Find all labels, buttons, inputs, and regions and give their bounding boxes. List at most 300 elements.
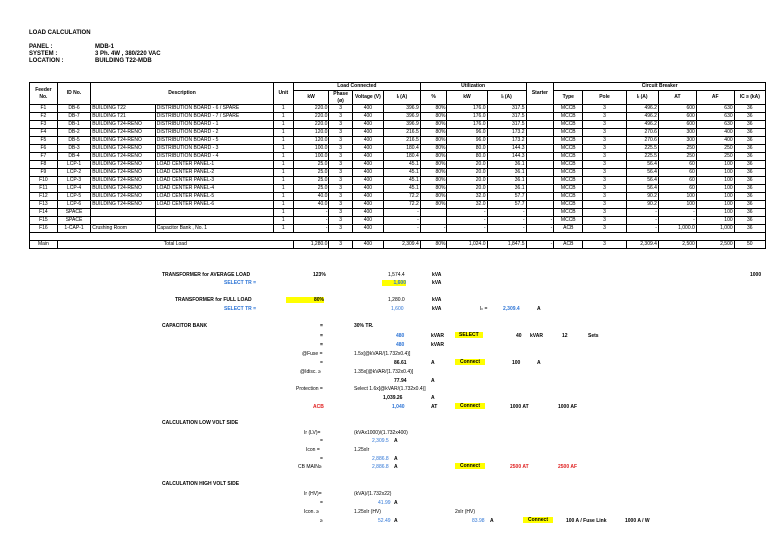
cell-kw: 120.0 <box>293 137 329 145</box>
cell-type: MCCB <box>554 113 583 121</box>
cb-main-label: CB MAIN≥ <box>298 464 322 470</box>
cell-building: BUILDING T24-RENO <box>91 153 156 161</box>
cap-eq1: = <box>320 323 323 329</box>
cell-at: 300 <box>658 129 696 137</box>
cell-phase: 3 <box>329 121 352 129</box>
icon-formula: 1.25xIr <box>354 447 370 453</box>
cb-main-value: 2,886.8 <box>372 464 389 470</box>
cell-pole: 3 <box>583 177 626 185</box>
cell-ic: 36 <box>734 129 765 137</box>
cell-phase: 3 <box>329 137 352 145</box>
cell-kw: 100.0 <box>293 153 329 161</box>
cell-voltage: 400 <box>352 201 383 209</box>
cell-voltage: 400 <box>352 217 383 225</box>
cap-sets: Sets <box>588 333 599 339</box>
prot-label: Protection = <box>296 386 323 392</box>
cell-af: 100 <box>696 201 734 209</box>
cell-unit: 1 <box>273 225 293 233</box>
total-af: 2,500 <box>696 241 734 249</box>
cell-building: BUILDING T24-RENO <box>91 193 156 201</box>
cell-cb-il: 225.5 <box>626 145 658 153</box>
cell-ic: 36 <box>734 105 765 113</box>
total-kw: 1,280.0 <box>293 241 329 249</box>
ifl-label: Iₗₗ = <box>480 306 488 312</box>
cell-il: 396.9 <box>383 113 420 121</box>
cell-u-il: - <box>487 209 526 217</box>
cell-cb-il: 56.4 <box>626 161 658 169</box>
cell-id: 1-CAP-1 <box>57 225 90 233</box>
system-value: 3 Ph. 4W , 380/220 VAC <box>95 51 161 57</box>
select-tr-2-unit: kVA <box>432 306 442 312</box>
cell-phase: 3 <box>329 193 352 201</box>
cell-il: 216.5 <box>383 137 420 145</box>
table-row <box>30 153 766 161</box>
cell-unit: 1 <box>273 185 293 193</box>
table-row <box>30 121 766 129</box>
select-tr-1-value: 1,600 <box>382 280 406 286</box>
cell-phase: 3 <box>329 217 352 225</box>
location-label: LOCATION : <box>29 58 64 64</box>
cell-phase: 3 <box>329 177 352 185</box>
icon-hv-value: 52.49 <box>378 518 391 524</box>
cell-pole: 3 <box>583 193 626 201</box>
cell-feeder: F6 <box>30 145 58 153</box>
cell-starter <box>526 153 554 161</box>
cell-cb-il: 56.4 <box>626 177 658 185</box>
cell-building: BUILDING T24-RENO <box>91 177 156 185</box>
icon-hv-formula: 1.25xIr (HV) <box>354 509 381 515</box>
cell-pct: 80% <box>420 185 447 193</box>
cell-u-kw: 32.0 <box>447 201 487 209</box>
cell-at: 600 <box>658 113 696 121</box>
cap-u2: kVAR <box>431 342 444 348</box>
cell-il: - <box>383 209 420 217</box>
cell-building: BUILDING T24-RENO <box>91 145 156 153</box>
cell-ic: 36 <box>734 225 765 233</box>
cell-af: 100 <box>696 193 734 201</box>
acb-connect-button: Connect <box>455 403 485 409</box>
cell-u-kw: 32.0 <box>447 193 487 201</box>
table-body <box>30 105 766 233</box>
cell-voltage: 400 <box>352 137 383 145</box>
header-pct: % <box>420 91 447 105</box>
table-row <box>30 209 766 217</box>
cell-description: LOAD CENTER PANEL-5 <box>155 193 273 201</box>
cell-unit: 1 <box>273 121 293 129</box>
cell-af: 630 <box>696 113 734 121</box>
cell-voltage: 400 <box>352 209 383 217</box>
acb-at: AT <box>431 404 438 410</box>
cell-u-il: 317.5 <box>487 121 526 129</box>
idisc-unit: A <box>431 378 435 384</box>
acb-value: 1,040 <box>392 404 405 410</box>
cell-description: DISTRIBUTION BOARD - 5 <box>155 137 273 145</box>
cell-at: 60 <box>658 169 696 177</box>
prot-value: 1,039.26 <box>383 395 403 401</box>
cell-kw: 100.0 <box>293 145 329 153</box>
cell-id: SPACE <box>57 217 90 225</box>
cell-id: DB-5 <box>57 137 90 145</box>
cell-af: 250 <box>696 145 734 153</box>
cell-unit: 1 <box>273 105 293 113</box>
cap-12: 12 <box>562 333 568 339</box>
cell-at: - <box>658 209 696 217</box>
cb-at: 2500 AT <box>510 464 529 470</box>
table-row <box>30 137 766 145</box>
cell-cb-il: 225.5 <box>626 153 658 161</box>
cell-voltage: 400 <box>352 145 383 153</box>
ir-lv-eq: = <box>320 438 323 444</box>
cell-u-kw: 96.0 <box>447 137 487 145</box>
cap-u1: kVAR <box>431 333 444 339</box>
fuse-eq: = <box>320 360 323 366</box>
cell-cb-il: 90.2 <box>626 201 658 209</box>
tr-full-val: 1,280.0 <box>388 297 405 303</box>
cell-starter: - <box>526 217 554 225</box>
icon-hv-formula-2: 2xIr (HV) <box>455 509 475 515</box>
cell-kw: 220.0 <box>293 121 329 129</box>
total-il: 2,309.4 <box>383 241 420 249</box>
location-value: BUILDING T22-MDB <box>95 58 152 64</box>
cell-starter <box>526 145 554 153</box>
cell-type: MCCB <box>554 193 583 201</box>
cell-id: LCP-5 <box>57 193 90 201</box>
cell-id: DB-3 <box>57 145 90 153</box>
cell-voltage: 400 <box>352 225 383 233</box>
cell-pct: 80% <box>420 153 447 161</box>
cell-pole: 3 <box>583 129 626 137</box>
cell-u-il: 317.5 <box>487 105 526 113</box>
cell-type: MCCB <box>554 145 583 153</box>
cell-feeder: F7 <box>30 153 58 161</box>
cell-pct <box>420 209 447 217</box>
cell-il: 216.5 <box>383 129 420 137</box>
cell-type: MCCB <box>554 153 583 161</box>
table-row <box>30 225 766 233</box>
table-row <box>30 193 766 201</box>
cell-unit: 1 <box>273 217 293 225</box>
cell-type: MCCB <box>554 105 583 113</box>
cell-cb-il: 90.2 <box>626 193 658 201</box>
cell-building: BUILDING T24-RENO <box>91 161 156 169</box>
cell-unit: 1 <box>273 209 293 217</box>
cell-pct <box>420 217 447 225</box>
cell-pole: 3 <box>583 145 626 153</box>
ir-hv-label: Ir (HV)= <box>304 491 322 497</box>
cell-starter <box>526 121 554 129</box>
cell-voltage: 400 <box>352 169 383 177</box>
cell-u-kw: 176.0 <box>447 121 487 129</box>
cell-cb-il: 270.6 <box>626 137 658 145</box>
cell-description <box>155 209 273 217</box>
cell-description: DISTRIBUTION BOARD - 7 / SPARE <box>155 113 273 121</box>
cell-pole: 3 <box>583 201 626 209</box>
cap-40: 40 <box>516 333 522 339</box>
cell-af: 100 <box>696 185 734 193</box>
cell-type: MCCB <box>554 185 583 193</box>
cell-building: BUILDING T24-RENO <box>91 201 156 209</box>
cell-u-kw: 80.0 <box>447 145 487 153</box>
cell-pole: 3 <box>583 161 626 169</box>
cell-u-il: 173.2 <box>487 129 526 137</box>
cell-af: 100 <box>696 177 734 185</box>
table-row <box>30 145 766 153</box>
cell-at: 1,000.0 <box>658 225 696 233</box>
cell-cb-il: 496.2 <box>626 121 658 129</box>
header-unit: Unit <box>273 83 293 105</box>
ir-hv-formula: (kVA)/(1.732x22) <box>354 491 392 497</box>
cap-v2: 480 <box>396 342 405 348</box>
cell-pole: 3 <box>583 121 626 129</box>
cell-id: LCP-3 <box>57 177 90 185</box>
tr-full-label: TRANSFORMER for FULL LOAD <box>175 297 252 303</box>
cell-feeder: F9 <box>30 169 58 177</box>
cap-label: CAPACITOR BANK <box>162 323 208 329</box>
cell-phase: 3 <box>329 201 352 209</box>
header-utilization: Utilization <box>420 83 526 91</box>
cell-pole: 3 <box>583 169 626 177</box>
cap-v1: 480 <box>396 333 405 339</box>
table-row <box>30 105 766 113</box>
cell-type: MCCB <box>554 177 583 185</box>
cell-af: 1,000 <box>696 225 734 233</box>
cell-kw: - <box>293 225 329 233</box>
header-description: Description <box>91 83 274 105</box>
cell-id: LCP-1 <box>57 161 90 169</box>
ir-lv-unit: A <box>394 438 398 444</box>
total-u-il: 1,847.5 <box>487 241 526 249</box>
cell-id: LCP-2 <box>57 169 90 177</box>
cell-il: - <box>383 217 420 225</box>
cell-unit: 1 <box>273 201 293 209</box>
header-id: ID No. <box>57 83 90 105</box>
header-circuit-breaker: Circuit Breaker <box>554 83 766 91</box>
cell-pct: 80% <box>420 193 447 201</box>
cell-at: 60 <box>658 161 696 169</box>
cap-eq3: = <box>320 342 323 348</box>
cell-af: 100 <box>696 169 734 177</box>
cell-feeder: F10 <box>30 177 58 185</box>
cell-type: MCCB <box>554 169 583 177</box>
select-tr-2-value: 1,600 <box>391 306 404 312</box>
cell-unit: 1 <box>273 169 293 177</box>
header-kw: kW <box>293 91 329 105</box>
cell-u-il: 57.7 <box>487 193 526 201</box>
cell-unit: 1 <box>273 145 293 153</box>
cell-pole: 3 <box>583 105 626 113</box>
cell-u-kw: 96.0 <box>447 129 487 137</box>
cell-u-il: 173.2 <box>487 137 526 145</box>
header-feeder: Feeder No. <box>30 83 58 105</box>
cell-pole: 3 <box>583 209 626 217</box>
cell-pole: 3 <box>583 185 626 193</box>
cell-cb-il: - <box>626 217 658 225</box>
cell-starter <box>526 209 554 217</box>
table-row <box>30 185 766 193</box>
cell-starter <box>526 177 554 185</box>
cell-ic: 36 <box>734 201 765 209</box>
cell-feeder: F12 <box>30 193 58 201</box>
cell-af: 250 <box>696 153 734 161</box>
acb-1000at: 1000 AT <box>510 404 529 410</box>
tr-full-pct: 80% <box>286 297 324 303</box>
cell-phase: 3 <box>329 105 352 113</box>
total-ic: 50 <box>734 241 765 249</box>
cell-type: MCCB <box>554 137 583 145</box>
cell-cb-il: 56.4 <box>626 169 658 177</box>
cap-40-unit: kVAR <box>530 333 543 339</box>
table-row <box>30 201 766 209</box>
cell-feeder: F8 <box>30 161 58 169</box>
cell-ic: 36 <box>734 185 765 193</box>
cell-description: Capacitor Bank , No. 1 <box>155 225 273 233</box>
cell-starter <box>526 193 554 201</box>
cell-il: 45.1 <box>383 161 420 169</box>
header-voltage: Voltage (V) <box>352 91 383 105</box>
icon-hv-unit: A <box>394 518 398 524</box>
tr-avg-label: TRANSFORMER for AVERAGE LOAD <box>162 272 251 278</box>
cell-feeder: F16 <box>30 225 58 233</box>
cell-u-il: 36.1 <box>487 169 526 177</box>
cell-feeder: F14 <box>30 209 58 217</box>
cell-pct: 80% <box>420 105 447 113</box>
cell-kw: 25.0 <box>293 185 329 193</box>
header-u-il: Iₗ (A) <box>487 91 526 105</box>
cell-voltage: 400 <box>352 129 383 137</box>
cell-u-kw: 20.0 <box>447 169 487 177</box>
cell-id: DB-2 <box>57 129 90 137</box>
fuse-value: 86.61 <box>394 360 407 366</box>
cell-il: - <box>383 225 420 233</box>
cell-phase: 3 <box>329 169 352 177</box>
cell-type: MCCB <box>554 217 583 225</box>
select-tr-1-label: SELECT TR = <box>224 280 257 286</box>
high-volt-label: CALCULATION HIGH VOLT SIDE <box>162 481 240 487</box>
cell-af: 100 <box>696 217 734 225</box>
cb-main-unit: A <box>394 464 398 470</box>
cell-building: BUILDING T24-RENO <box>91 169 156 177</box>
idisc-formula: 1.35x[@kVAR/(1.732x0.4)] <box>354 369 414 375</box>
cell-pct: 80% <box>420 177 447 185</box>
cell-ic: 36 <box>734 145 765 153</box>
panel-value: MDB-1 <box>95 44 114 50</box>
tr-avg-pct: 123% <box>313 272 326 278</box>
fuse-label: @Fuse = <box>302 351 323 357</box>
cell-at: 100 <box>658 201 696 209</box>
cell-phase: 3 <box>329 185 352 193</box>
cell-unit: 1 <box>273 137 293 145</box>
cell-kw: 40.0 <box>293 193 329 201</box>
cell-u-kw: 176.0 <box>447 113 487 121</box>
cell-at: 60 <box>658 177 696 185</box>
cell-feeder: F1 <box>30 105 58 113</box>
cell-ic: 36 <box>734 193 765 201</box>
cell-voltage: 400 <box>352 153 383 161</box>
cell-cb-il: - <box>626 209 658 217</box>
cell-phase: 3 <box>329 113 352 121</box>
cell-description: DISTRIBUTION BOARD - 1 <box>155 121 273 129</box>
fuse-formula: 1.5x[@kVAR/(1.732x0.4)] <box>354 351 411 357</box>
icon-hv-label: Icon. ≥ <box>304 509 319 515</box>
ir-hv-eq: = <box>320 500 323 506</box>
hv-fuse-link: 100 A / Fuse Link <box>566 518 607 524</box>
cell-id: SPACE <box>57 209 90 217</box>
cell-u-il: 36.1 <box>487 177 526 185</box>
cell-at: 600 <box>658 121 696 129</box>
cell-voltage: 400 <box>352 113 383 121</box>
cell-u-il: 144.3 <box>487 145 526 153</box>
icon-value: 2,886.8 <box>372 456 389 462</box>
cell-kw: 25.0 <box>293 161 329 169</box>
cell-at: 250 <box>658 145 696 153</box>
page-title: LOAD CALCULATION <box>29 30 91 36</box>
cell-cb-il: 270.6 <box>626 129 658 137</box>
acb-1000af: 1000 AF <box>558 404 577 410</box>
cell-building <box>91 217 156 225</box>
cb-af: 2500 AF <box>558 464 577 470</box>
icon-hv-value-2: 83.98 <box>472 518 485 524</box>
cell-phase: 3 <box>329 153 352 161</box>
header-type: Type <box>554 91 583 105</box>
acb-label: ACB <box>313 404 324 410</box>
fuse-100: 100 <box>512 360 521 366</box>
total-label: Total Load <box>57 241 293 249</box>
cell-at: 100 <box>658 193 696 201</box>
cell-pole: 3 <box>583 153 626 161</box>
cell-ic: 36 <box>734 169 765 177</box>
total-phase: 3 <box>329 241 352 249</box>
cell-ic: 36 <box>734 153 765 161</box>
cell-pct: 80% <box>420 137 447 145</box>
spacer-row <box>30 233 766 241</box>
cell-af: 630 <box>696 105 734 113</box>
cell-at: 250 <box>658 153 696 161</box>
ifl-unit: A <box>537 306 541 312</box>
cell-u-il: 36.1 <box>487 161 526 169</box>
cell-il: 396.9 <box>383 105 420 113</box>
cell-starter <box>526 105 554 113</box>
cell-il: 45.1 <box>383 177 420 185</box>
cell-pole: 3 <box>583 217 626 225</box>
total-pct: 80% <box>420 241 447 249</box>
cell-phase: 3 <box>329 145 352 153</box>
cell-building: BUILDING T22 <box>91 105 156 113</box>
hv-1000: 1000 A / W <box>625 518 650 524</box>
cell-description: DISTRIBUTION BOARD - 6 / SPARE <box>155 105 273 113</box>
cell-id: DB-1 <box>57 121 90 129</box>
cell-building: BUILDING T24-RENO <box>91 121 156 129</box>
table-row <box>30 169 766 177</box>
cap-select-button: SELECT <box>455 332 483 338</box>
cell-unit: 1 <box>273 161 293 169</box>
icon-hv-unit-2: A <box>490 518 494 524</box>
select-tr-1-unit: kVA <box>432 280 442 286</box>
cell-unit: 1 <box>273 153 293 161</box>
ir-hv-unit: A <box>394 500 398 506</box>
cell-type: MCCB <box>554 161 583 169</box>
hv-connect-button: Connect <box>523 517 553 523</box>
cell-af: 630 <box>696 121 734 129</box>
tr-avg-far: 1000 <box>750 272 762 278</box>
cell-kw: 40.0 <box>293 201 329 209</box>
select-tr-2-label: SELECT TR = <box>224 306 257 312</box>
cap-eq2: = <box>320 333 323 339</box>
header-starter: Starter <box>526 83 554 105</box>
header-u-kw: kW <box>447 91 487 105</box>
cell-u-kw: - <box>447 209 487 217</box>
low-volt-label: CALCULATION LOW VOLT SIDE <box>162 420 239 426</box>
cell-starter <box>526 113 554 121</box>
